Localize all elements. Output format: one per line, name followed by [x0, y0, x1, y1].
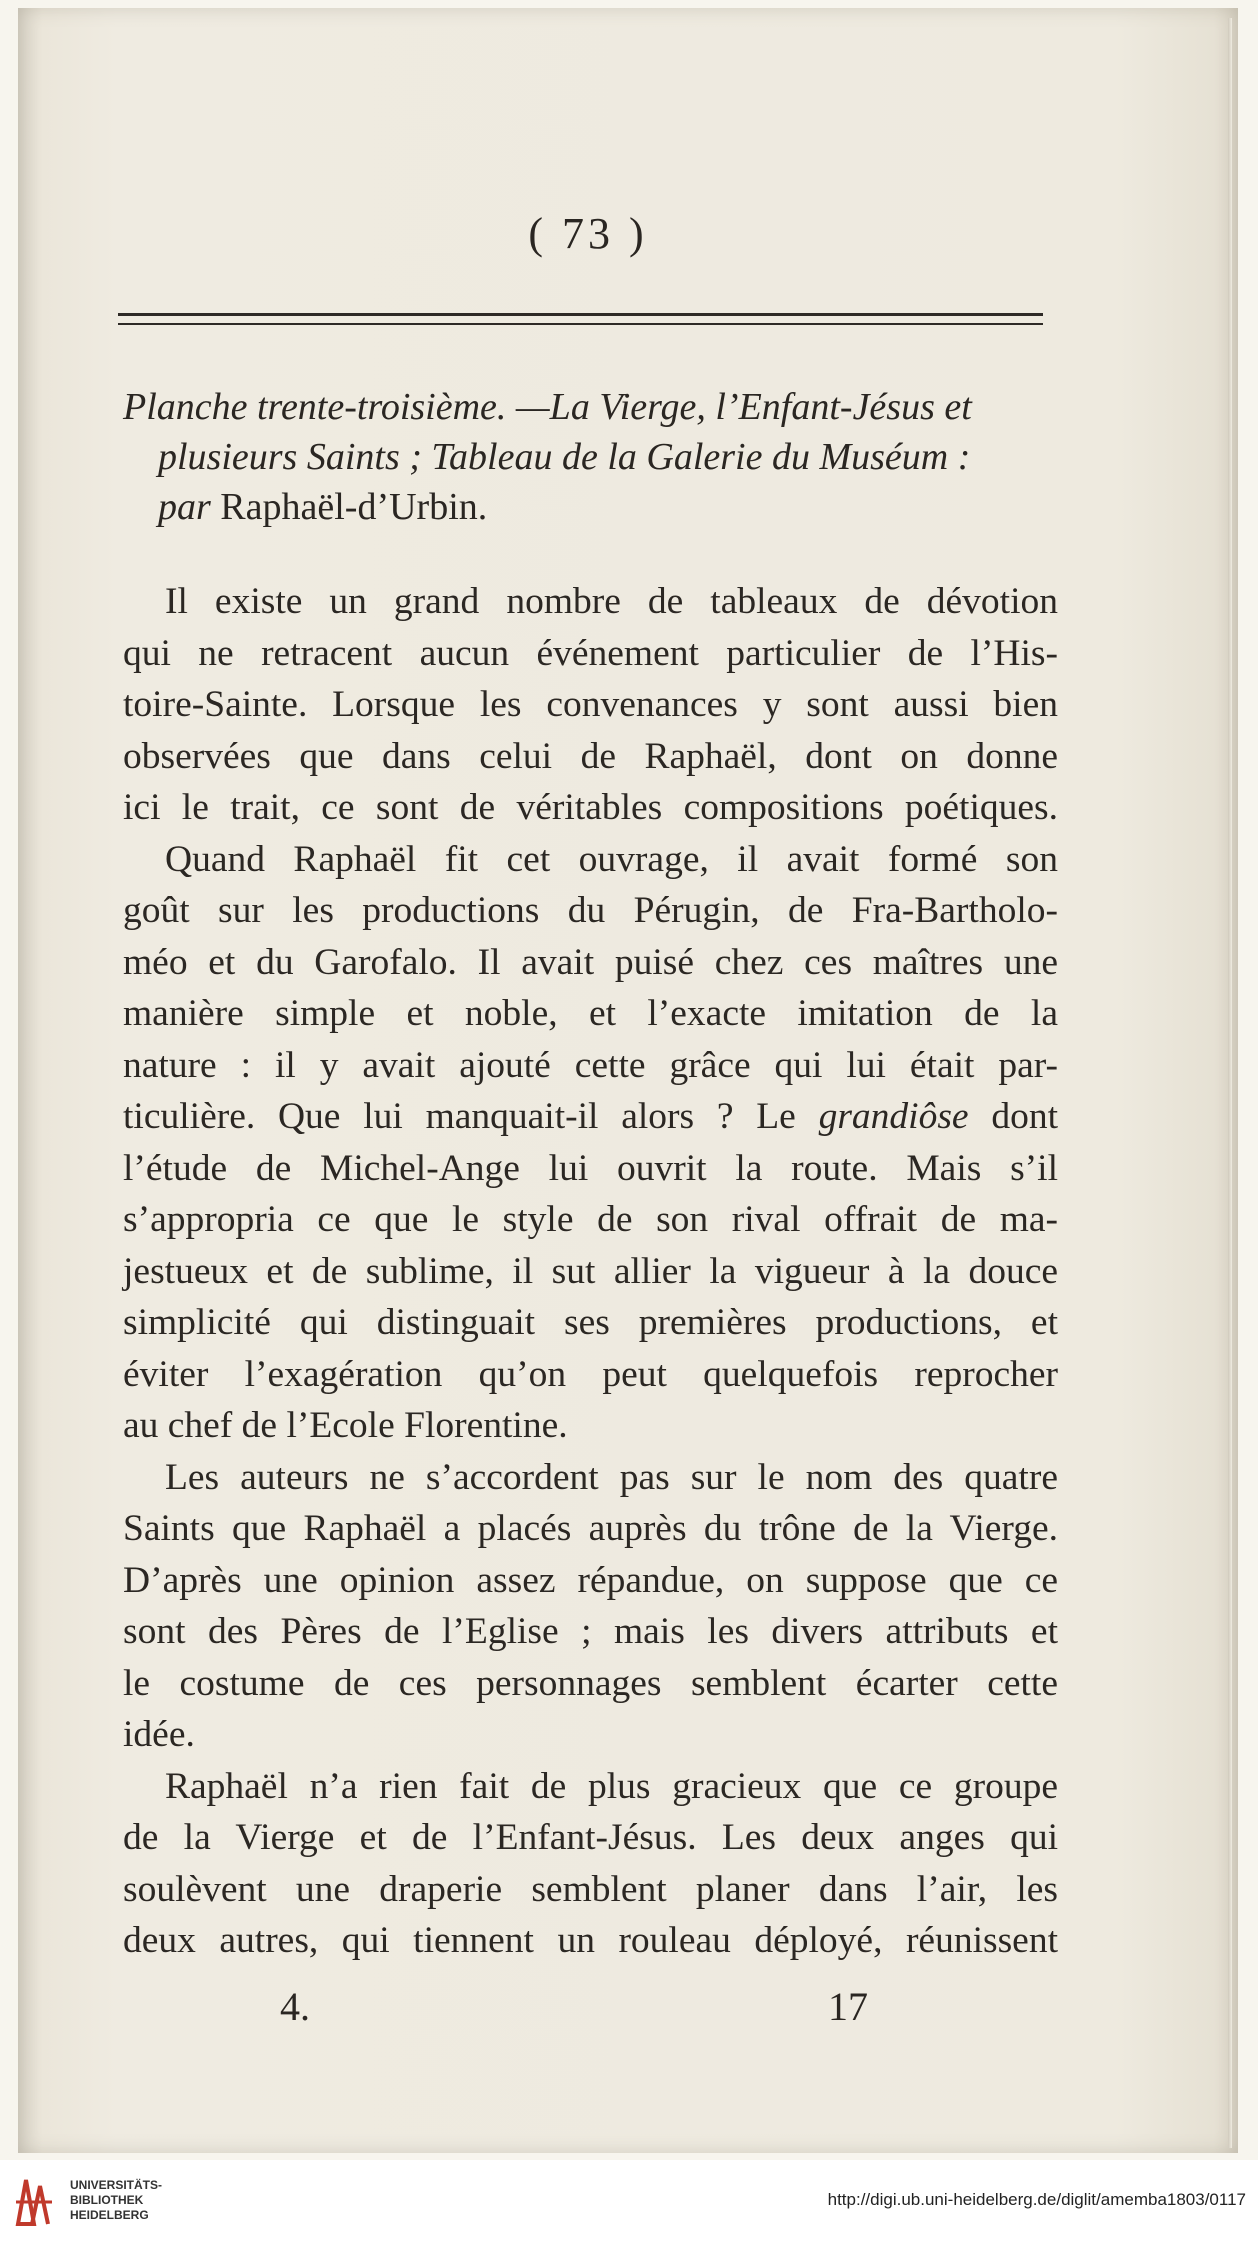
body-line: manière simple et noble, et l’exacte imitation de la [123, 993, 1058, 1034]
page-edge [1228, 18, 1232, 2148]
body-line: simplicité qui distinguait ses premières productions, et [123, 1302, 1058, 1343]
plate-caption [123, 382, 1058, 532]
body-line: Les auteurs ne s’accordent pas sur le nom des quatre [165, 1456, 1058, 1498]
caption-line: par Raphaël-d’Urbin. [158, 486, 488, 528]
caption-line: plusieurs Saints ; Tableau de la Galerie du Muséum : [158, 436, 971, 478]
body-line: méo et du Garofalo. Il avait puisé chez ces maîtres une [123, 941, 1058, 983]
body-line: Raphaël n’a rien fait de plus gracieux que ce groupe [165, 1765, 1058, 1807]
header-rule-thick [118, 313, 1043, 316]
header-rule-thin [118, 323, 1043, 325]
body-line: éviter l’exagération qu’on peut quelquefois reprocher [123, 1353, 1058, 1395]
body-line: toire-Sainte. Lorsque les convenances y sont aussi bien [123, 684, 1058, 725]
caption-line: Planche trente-troisième. —La Vierge, l’Enfant-Jésus et [123, 386, 972, 428]
signature-mark-right: 17 [828, 1984, 868, 2029]
body-line: qui ne retracent aucun événement particulier de l’His- [123, 632, 1058, 674]
book-page [18, 8, 1238, 2153]
body-line: Saints que Raphaël a placés auprès du trône de la Vierge. [123, 1508, 1058, 1549]
body-line: Quand Raphaël fit cet ouvrage, il avait formé son [165, 838, 1058, 880]
body-line: soulèvent une draperie semblent planer dans l’air, les [123, 1868, 1058, 1910]
library-name: UNIVERSITÄTS- BIBLIOTHEK HEIDELBERG [70, 2178, 163, 2222]
body-line: au chef de l’Ecole Florentine. [123, 1405, 568, 1446]
body-line: observées que dans celui de Raphaël, dont on donne [123, 735, 1058, 777]
body-text [123, 576, 1058, 1967]
body-line: idée. [123, 1714, 195, 1755]
body-line: jestueux et de sublime, il sut allier la vigueur à la douce [123, 1250, 1058, 1292]
body-line: ticulière. Que lui manquait-il alors ? Le grandiôse dont [123, 1096, 1059, 1137]
italic-word: grandiôse [818, 1096, 969, 1137]
heidelberg-library-logo-icon [12, 2172, 60, 2232]
body-line: ici le trait, ce sont de véritables compositions poétiques. [123, 787, 1058, 828]
body-line: s’appropria ce que le style de son rival offrait de ma- [123, 1199, 1058, 1240]
body-line: l’étude de Michel-Ange lui ouvrit la route. Mais s’il [123, 1147, 1058, 1189]
permalink-url[interactable]: http://digi.ub.uni-heidelberg.de/diglit/amemba1803/0117 [827, 2190, 1246, 2209]
body-line: Il existe un grand nombre de tableaux de dévotion [165, 581, 1058, 622]
body-line: nature : il y avait ajouté cette grâce qui lui était par- [123, 1044, 1058, 1086]
body-line: le costume de ces personnages semblent écarter cette [123, 1662, 1058, 1704]
page-number-header: ( 73 ) [528, 209, 648, 258]
body-line: deux autres, qui tiennent un rouleau déployé, réunissent [123, 1920, 1058, 1961]
body-line: D’après une opinion assez répandue, on suppose que ce [123, 1559, 1058, 1601]
body-line: sont des Pères de l’Eglise ; mais les divers attributs et [123, 1611, 1058, 1652]
signature-mark-left: 4. [280, 1984, 310, 2029]
body-line: de la Vierge et de l’Enfant-Jésus. Les deux anges qui [123, 1817, 1058, 1858]
body-line: goût sur les productions du Pérugin, de Fra-Bartholo- [123, 890, 1058, 931]
